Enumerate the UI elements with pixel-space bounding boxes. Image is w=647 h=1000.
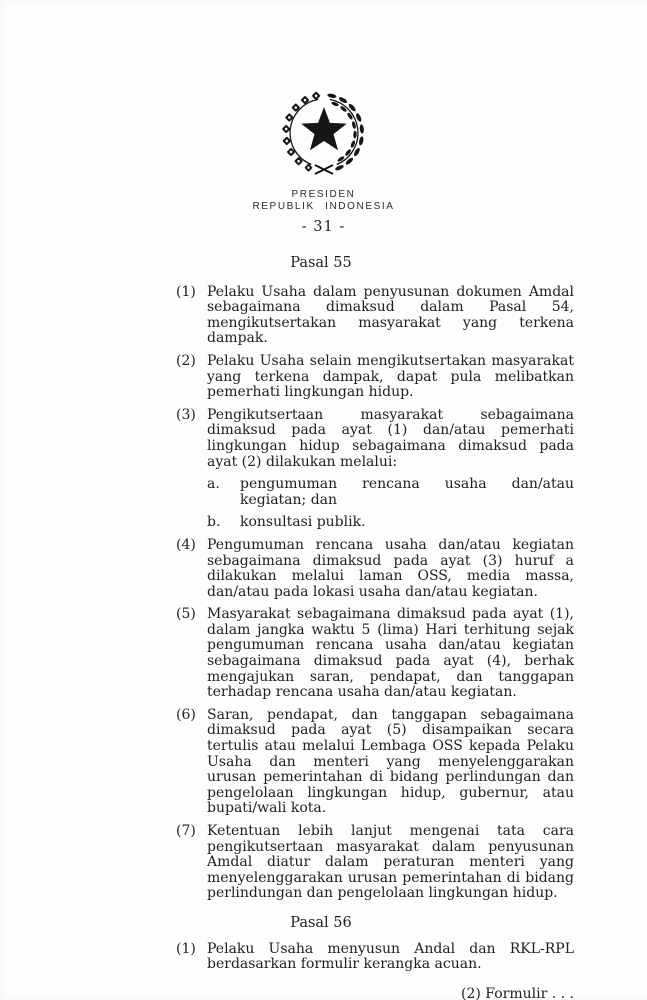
article-item [176, 408, 574, 531]
item-number: (1) [176, 940, 196, 957]
item-number: (6) [176, 706, 196, 723]
article-item [176, 354, 574, 401]
article-item [176, 607, 574, 701]
item-number: (2) [176, 352, 196, 369]
article-body [176, 256, 574, 1000]
item-text: Pengumuman rencana usaha dan/atau kegiatan sebagaimana dimaksud pada ayat (3) huruf a dilakukan melalui laman OSS, media massa, dan/atau pada lokasi usaha dan/atau kegiatan. [207, 536, 574, 600]
sub-item-text: pengumuman rencana usaha dan/atau kegiatan; dan [240, 476, 574, 508]
presidential-emblem-icon [274, 86, 374, 181]
sub-item [207, 477, 574, 508]
article-item [176, 942, 574, 973]
pasal-55-heading: Pasal 55 [290, 255, 352, 271]
item-number: (3) [176, 406, 196, 423]
institution-line1: PRESIDEN [291, 189, 356, 200]
item-number: (4) [176, 536, 196, 553]
sub-item-letter: b. [207, 514, 221, 531]
sub-item [207, 515, 574, 531]
item-text: Ketentuan lebih lanjut mengenai tata cara pengikutsertaan masyarakat dalam penyusunan Amdal diatur dalam peraturan menteri yang menyelenggarakan urusan pemerintahan di bidang perlindungan dan pengelolaan lingkungan hidup. [207, 823, 574, 902]
sub-item-text: konsultasi publik. [240, 514, 366, 531]
star-icon [301, 107, 347, 150]
item-text: Pelaku Usaha menyusun Andal dan RKL-RPL berdasarkan formulir kerangka acuan. [207, 940, 574, 973]
item-number: (5) [176, 606, 196, 623]
page-number: - 31 - [301, 219, 346, 235]
pasal-56-heading: Pasal 56 [290, 914, 352, 931]
item-text: Pengikutsertaan masyarakat sebagaimana dimaksud pada ayat (1) dan/atau pemerhati lingkungan hidup sebagaimana dimaksud pada ayat (2) dilakukan melalui: [207, 406, 574, 470]
sub-item-letter: a. [207, 476, 220, 493]
item-number: (7) [176, 823, 196, 839]
article-item [176, 285, 574, 347]
institution-line2: REPUBLIK INDONESIA [252, 201, 395, 212]
article-item [176, 708, 574, 817]
item-text: Saran, pendapat, dan tanggapan sebagaimana dimaksud pada ayat (5) disampaikan secara tertulis atau melalui Lembaga OSS kepada Pelaku Usaha dan menteri yang menyelenggarakan urusan pemerintahan di bidang perlindungan dan pengelolaan lingkungan hidup, gubernur, atau bupati/wali kota. [207, 706, 574, 817]
crossed-stems-icon [315, 165, 333, 174]
article-item [176, 824, 574, 902]
letterhead [0, 86, 647, 235]
item-text: Pelaku Usaha dalam penyusunan dokumen Amdal sebagaimana dimaksud dalam Pasal 54, mengikutsertakan masyarakat yang terkena dampak. [207, 283, 574, 347]
item-number: (1) [176, 283, 196, 300]
item-text: Pelaku Usaha selain mengikutsertakan masyarakat yang terkena dampak, dapat pula melibatkan pemerhati lingkungan hidup. [207, 352, 574, 401]
catchword: (2) Formulir . . . [461, 985, 574, 1000]
item-text: Masyarakat sebagaimana dimaksud pada ayat (1), dalam jangka waktu 5 (lima) Hari terhitung sejak pengumuman rencana usaha dan/atau kegiatan sebagaimana dimaksud pada ayat (4), berhak mengajukan saran, pendapat, dan tanggapan terhadap rencana usaha dan/atau kegiatan. [207, 606, 574, 701]
article-item [176, 538, 574, 600]
